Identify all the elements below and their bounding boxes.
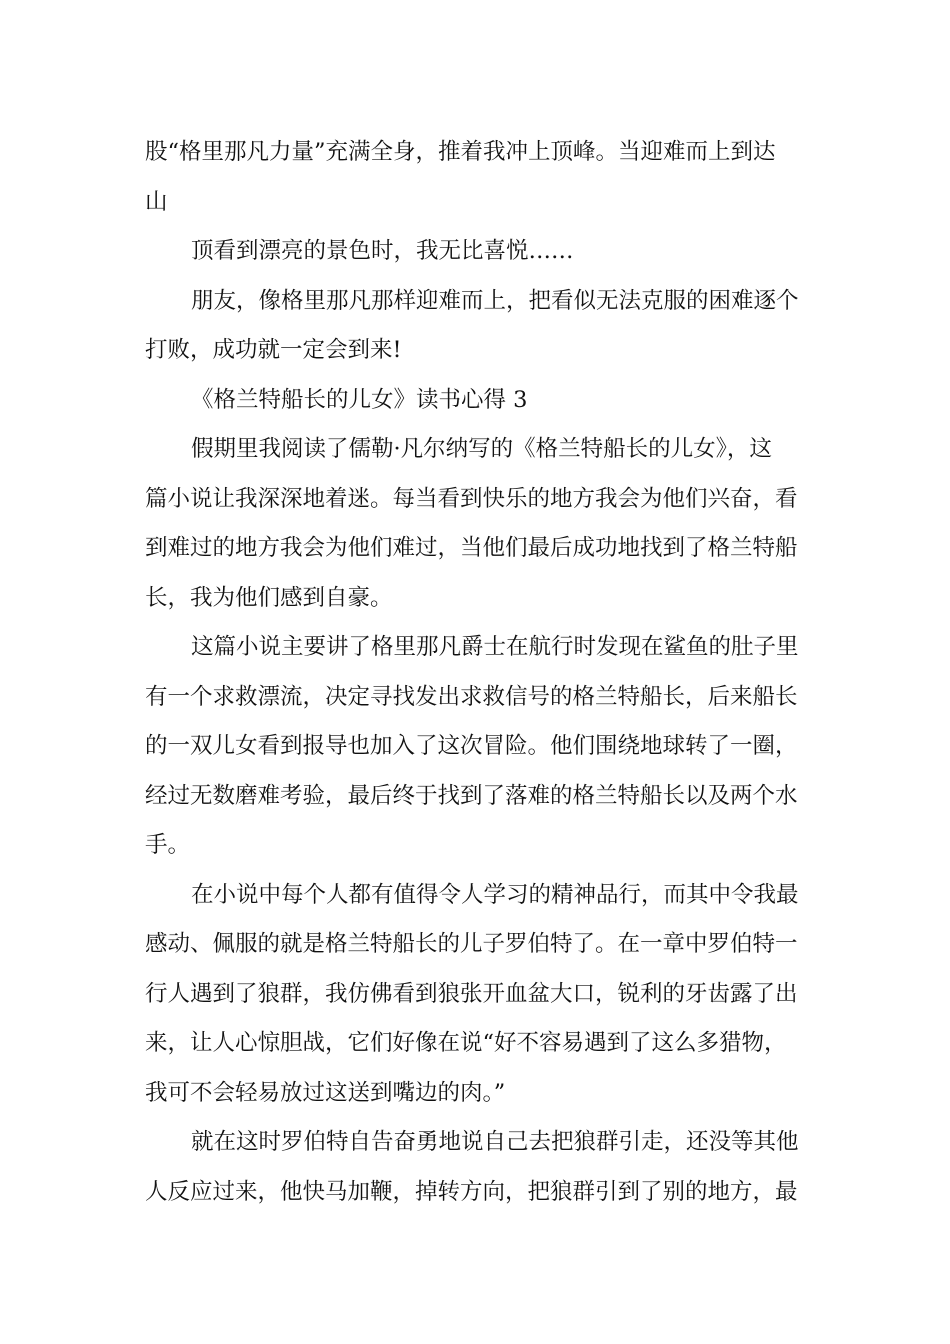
text-line: 打败，成功就一定会到来!: [145, 337, 402, 363]
text-line: 有一个求救漂流，决定寻找发出求救信号的格兰特船长，后来船长: [145, 683, 798, 710]
text-line: 这篇小说主要讲了格里那凡爵士在航行时发现在鲨鱼的肚子里: [191, 634, 799, 660]
text-line: 经过无数磨难考验，最后终于找到了落难的格兰特船长以及两个水: [145, 782, 798, 809]
text-line: 来，让人心惊胆战，它们好像在说“好不容易遇到了这么多猎物，: [145, 1030, 787, 1056]
text-line: 股“格里那凡力量”充满全身，推着我冲上顶峰。当迎难而上到达: [145, 139, 776, 165]
text-line: 朋友，像格里那凡那样迎难而上，把看似无法克服的困难逐个: [191, 287, 799, 314]
section-heading: 《格兰特船长的儿女》读书心得 3: [191, 386, 528, 413]
text-line: 在小说中每个人都有值得令人学习的精神品行，而其中令我最: [191, 881, 799, 908]
text-line: 的一双儿女看到报导也加入了这次冒险。他们围绕地球转了一圈，: [145, 733, 798, 759]
text-line: 顶看到漂亮的景色时，我无比喜悦……: [191, 238, 574, 264]
text-line: 假期里我阅读了儒勒·凡尔纳写的《格兰特船长的儿女》，这: [191, 436, 772, 462]
text-line: 长，我为他们感到自豪。: [145, 584, 393, 611]
text-line: 山: [145, 188, 168, 215]
text-line: 感动、佩服的就是格兰特船长的儿子罗伯特了。在一章中罗伯特一: [145, 931, 798, 957]
text-line: 到难过的地方我会为他们难过，当他们最后成功地找到了格兰特船: [145, 535, 798, 561]
text-line: 行人遇到了狼群，我仿佛看到狼张开血盆大口，锐利的牙齿露了出: [145, 980, 798, 1007]
text-line: 就在这时罗伯特自告奋勇地说自己去把狼群引走，还没等其他: [191, 1129, 799, 1155]
text-line: 篇小说让我深深地着迷。每当看到快乐的地方我会为他们兴奋，看: [145, 485, 798, 512]
text-line: 人反应过来，他快马加鞭，掉转方向，把狼群引到了别的地方，最: [145, 1178, 798, 1205]
text-line: 我可不会轻易放过这送到嘴边的肉。”: [145, 1079, 506, 1106]
document-body: [145, 132, 810, 1221]
text-line: 手。: [145, 832, 191, 858]
